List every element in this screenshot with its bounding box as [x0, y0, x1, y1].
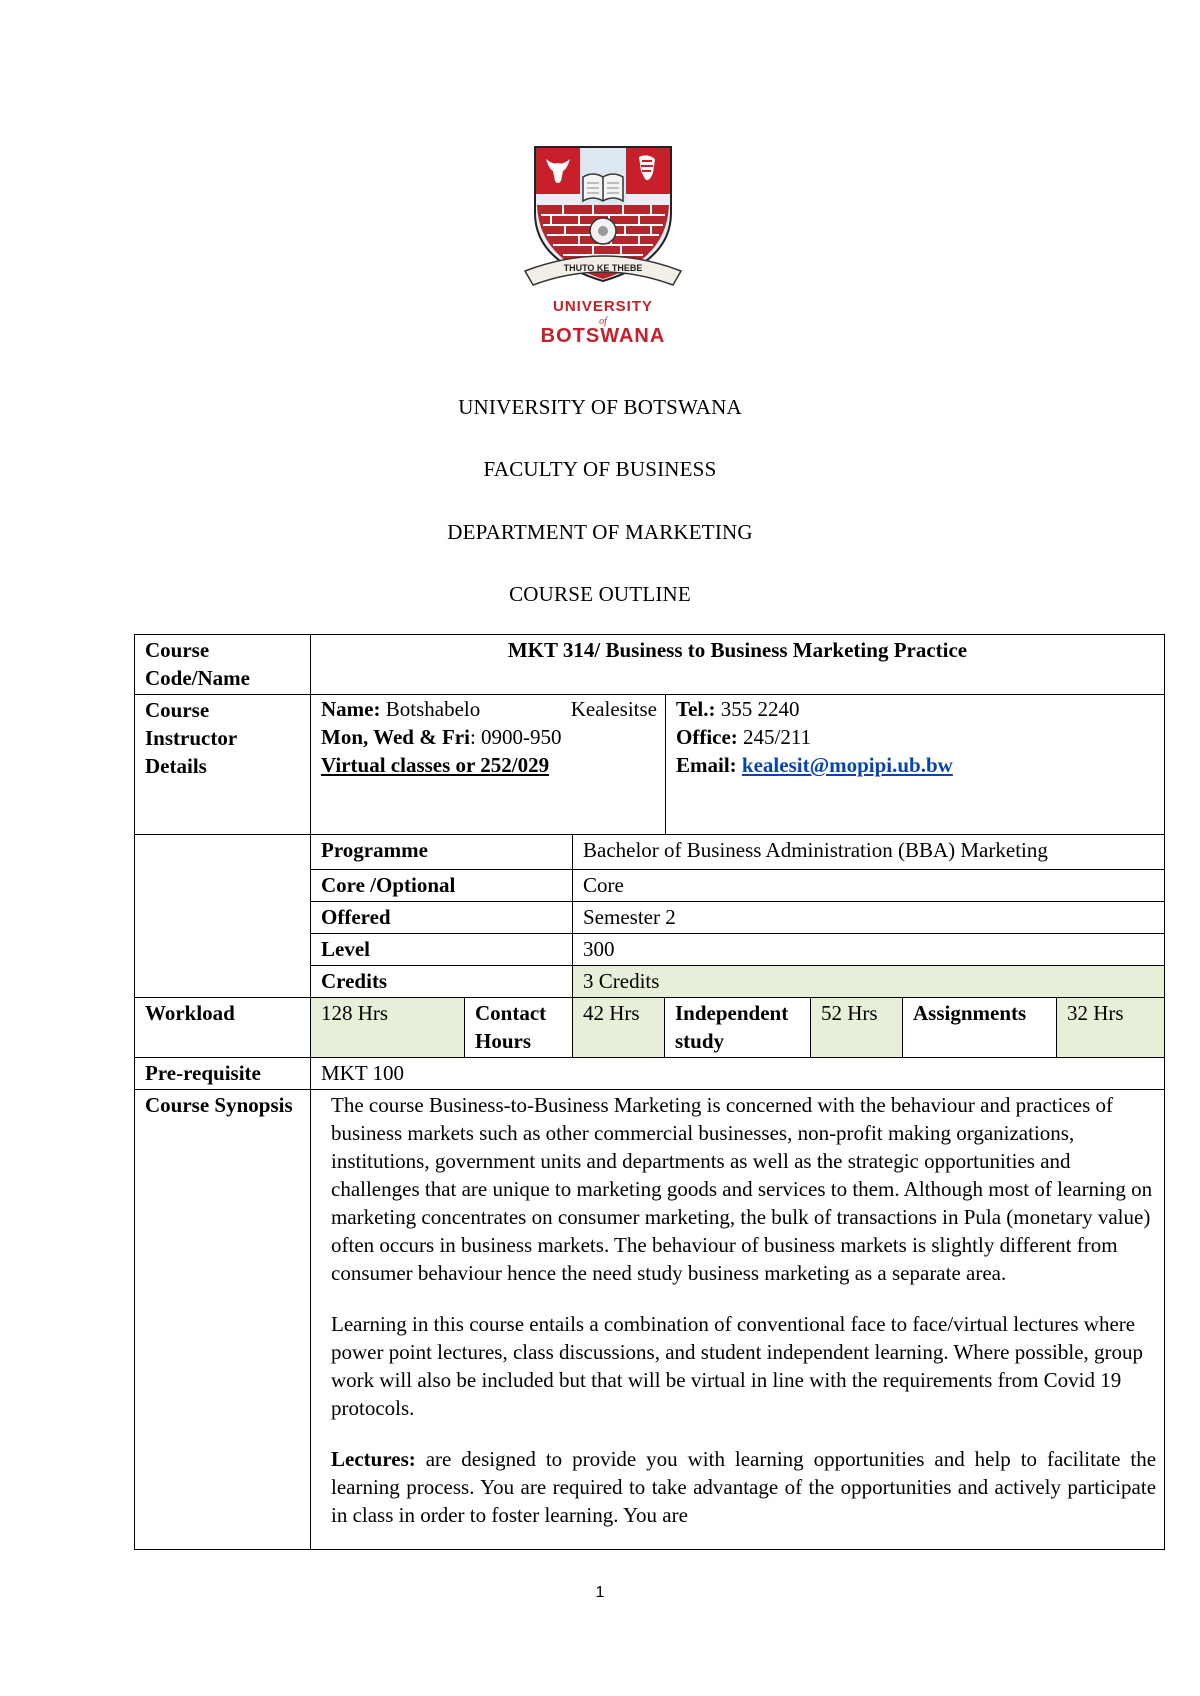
svg-text:UNIVERSITY: UNIVERSITY — [552, 298, 654, 315]
university-heading: UNIVERSITY OF BOTSWANA — [458, 395, 742, 419]
workload-value: 128 Hrs — [311, 998, 465, 1058]
course-outline-table — [134, 634, 1165, 1550]
office-contact-block — [666, 695, 953, 833]
assignments-value: 32 Hrs — [1057, 998, 1165, 1058]
name-label: Name: — [321, 697, 381, 721]
lectures-text: are designed to provide you with learning opportunities and help to facilitate the learning process. You are required to take advantage of the opportunities and actively participate in class in order to foster learning. You are — [331, 1447, 1157, 1527]
course-code-row — [135, 635, 1165, 695]
lectures-label: Lectures: — [331, 1447, 416, 1471]
synopsis-paragraph-1: The course Business-to-Business Marketing is concerned with the behaviour and practices of business markets such as other commercial businesses, non-profit making organizations, institutions, government units and departments as well as the strategic opportunities and challenges that are unique to marketing goods and services to them. Although most of learning on marketing concentrates on consumer marketing, the bulk of transactions in Pula (monetary value) often occurs in business markets. The behaviour of business markets is slightly different from consumer behaviour hence the need study business marketing as a separate area. — [331, 1093, 1153, 1285]
programme-row — [135, 835, 1165, 870]
course-code-label: Course Code/Name — [135, 635, 311, 695]
prerequisite-label: Pre-requisite — [135, 1058, 311, 1090]
instructor-last-name: Kealesitse — [570, 697, 657, 721]
svg-text:BOTSWANA: BOTSWANA — [540, 325, 666, 347]
offered-label: Offered — [311, 902, 573, 934]
svg-text:of: of — [599, 316, 607, 327]
tel-value: 355 2240 — [720, 697, 800, 721]
offered-value: Semester 2 — [573, 902, 1165, 934]
course-code-value: MKT 314/ Business to Business Marketing Practice — [311, 635, 1165, 695]
instructor-row — [135, 695, 1165, 835]
synopsis-label: Course Synopsis — [135, 1090, 311, 1550]
workload-label: Workload — [135, 998, 311, 1058]
venue-text: Virtual classes or 252/029 — [321, 753, 550, 777]
independent-study-value: 52 Hrs — [811, 998, 903, 1058]
contact-hours-value: 42 Hrs — [573, 998, 665, 1058]
blank-label-cell — [135, 835, 311, 998]
instructor-contact-block — [311, 695, 666, 835]
assignments-label: Assignments — [903, 998, 1057, 1058]
lectures-paragraph — [331, 1445, 1156, 1529]
synopsis-row — [135, 1090, 1165, 1550]
contact-hours-label: Contact Hours — [465, 998, 573, 1058]
independent-study-label: Independent study — [665, 998, 811, 1058]
email-link[interactable]: kealesit@mopipi.ub.bw — [741, 753, 953, 777]
instructor-label: Course Instructor Details — [135, 695, 311, 835]
credits-value: 3 Credits — [573, 966, 1165, 998]
page-number: 1 — [595, 1584, 605, 1601]
programme-label: Programme — [311, 835, 573, 870]
prerequisite-value: MKT 100 — [311, 1058, 1165, 1090]
office-value: 245/211 — [743, 725, 812, 749]
office-label: Office: — [676, 725, 738, 749]
programme-value: Bachelor of Business Administration (BBA) Marketing — [573, 835, 1165, 870]
tel-label: Tel.: — [676, 697, 716, 721]
core-label: Core /Optional — [311, 870, 573, 902]
department-heading: DEPARTMENT OF MARKETING — [447, 520, 753, 544]
level-label: Level — [311, 934, 573, 966]
prerequisite-row — [135, 1058, 1165, 1090]
instructor-first-name: Botshabelo — [385, 697, 481, 721]
svg-text:THUTO KE THEBE: THUTO KE THEBE — [563, 263, 643, 273]
core-value: Core — [573, 870, 1165, 902]
synopsis-body — [311, 1090, 1165, 1550]
document-title: COURSE OUTLINE — [509, 582, 691, 606]
email-label: Email: — [676, 753, 737, 777]
level-value: 300 — [573, 934, 1165, 966]
credits-label: Credits — [311, 966, 573, 998]
days-value: : 0900-950 — [469, 725, 562, 749]
days-label: Mon, Wed & Fri — [321, 725, 470, 749]
synopsis-paragraph-2: Learning in this course entails a combination of conventional face to face/virtual lectures where power point lectures, class discussions, and student independent learning. Where possible, group work will also be included but that will be virtual in line with the requirements from Covid 19 protocols. — [331, 1312, 1144, 1420]
faculty-heading: FACULTY OF BUSINESS — [483, 457, 717, 481]
university-crest-logo — [523, 143, 683, 353]
workload-row — [135, 998, 1165, 1058]
